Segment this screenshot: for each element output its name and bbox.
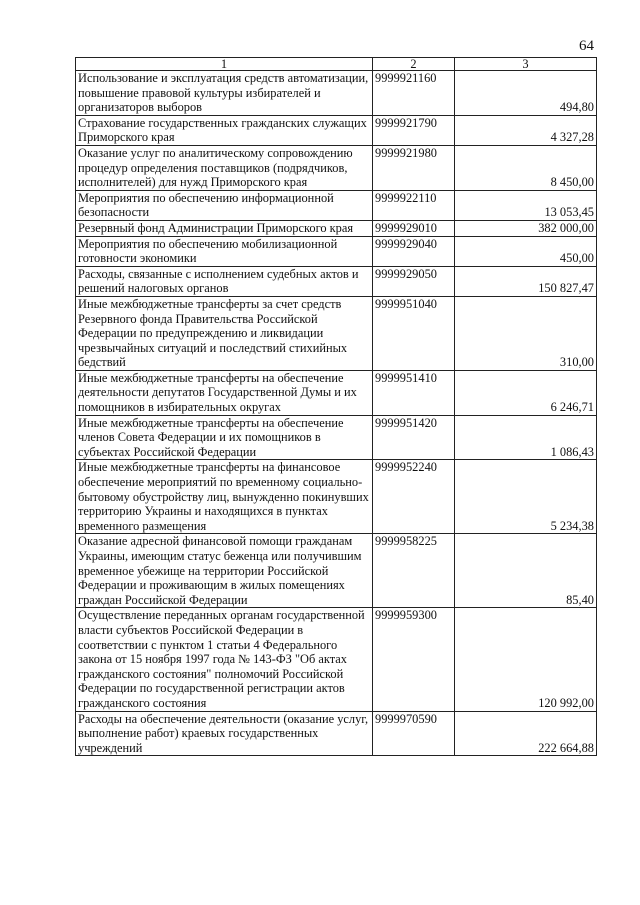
target-code-cell: 9999929040 xyxy=(373,236,455,266)
amount-cell: 494,80 xyxy=(455,71,597,116)
table-row xyxy=(76,608,597,711)
column-header: 3 xyxy=(455,58,597,71)
expense-name-cell: Иные межбюджетные трансферты за счет средств Резервного фонда Правительства Российской Федерации по предупреждению и ликвидации чрезвычайных ситуаций и последствий стихийных бедствий xyxy=(76,296,373,370)
amount-cell: 382 000,00 xyxy=(455,220,597,236)
expense-name-cell: Использование и эксплуатация средств автоматизации, повышение правовой культуры избирателей и организаторов выборов xyxy=(76,71,373,116)
table-header-row xyxy=(76,58,597,71)
amount-cell: 4 327,28 xyxy=(455,115,597,145)
amount-cell: 13 053,45 xyxy=(455,190,597,220)
table-row xyxy=(76,370,597,415)
expense-name-cell: Мероприятия по обеспечению информационной безопасности xyxy=(76,190,373,220)
target-code-cell: 9999929050 xyxy=(373,266,455,296)
expense-name-cell: Иные межбюджетные трансферты на обеспечение деятельности депутатов Государственной Думы и их помощников в избирательных округах xyxy=(76,370,373,415)
page-number: 64 xyxy=(579,38,594,54)
target-code-cell: 9999921790 xyxy=(373,115,455,145)
amount-cell: 150 827,47 xyxy=(455,266,597,296)
target-code-cell: 9999951040 xyxy=(373,296,455,370)
target-code-cell: 9999959300 xyxy=(373,608,455,711)
amount-cell: 85,40 xyxy=(455,534,597,608)
amount-cell: 8 450,00 xyxy=(455,145,597,190)
table-row xyxy=(76,296,597,370)
table-row xyxy=(76,415,597,460)
table-row xyxy=(76,534,597,608)
target-code-cell: 9999921160 xyxy=(373,71,455,116)
amount-cell: 450,00 xyxy=(455,236,597,266)
amount-cell: 120 992,00 xyxy=(455,608,597,711)
amount-cell: 6 246,71 xyxy=(455,370,597,415)
expense-name-cell: Расходы на обеспечение деятельности (оказание услуг, выполнение работ) краевых государственных учреждений xyxy=(76,711,373,756)
target-code-cell: 9999958225 xyxy=(373,534,455,608)
expense-name-cell: Иные межбюджетные трансферты на обеспечение членов Совета Федерации и их помощников в субъектах Российской Федерации xyxy=(76,415,373,460)
amount-cell: 222 664,88 xyxy=(455,711,597,756)
table-row xyxy=(76,71,597,116)
expense-name-cell: Мероприятия по обеспечению мобилизационной готовности экономики xyxy=(76,236,373,266)
target-code-cell: 9999951420 xyxy=(373,415,455,460)
table-row xyxy=(76,220,597,236)
amount-cell: 310,00 xyxy=(455,296,597,370)
table-row xyxy=(76,236,597,266)
expense-name-cell: Иные межбюджетные трансферты на финансовое обеспечение мероприятий по временному социально-бытовому обустройству лиц, вынужденно покинувших территорию Украины и находящихся в пунктах временного размещения xyxy=(76,460,373,534)
column-header: 2 xyxy=(373,58,455,71)
target-code-cell: 9999970590 xyxy=(373,711,455,756)
expense-name-cell: Резервный фонд Администрации Приморского края xyxy=(76,220,373,236)
target-code-cell: 9999929010 xyxy=(373,220,455,236)
column-header: 1 xyxy=(76,58,373,71)
expense-name-cell: Осуществление переданных органам государственной власти субъектов Российской Федерации в соответствии с пунктом 1 статьи 4 Федерального закона от 15 ноября 1997 года № 143-ФЗ "Об актах гражданского состояния" полномочий Российской Федерации по государственной регистрации актов гражданского состояния xyxy=(76,608,373,711)
target-code-cell: 9999951410 xyxy=(373,370,455,415)
table-row xyxy=(76,145,597,190)
amount-cell: 1 086,43 xyxy=(455,415,597,460)
table-row xyxy=(76,115,597,145)
table-row xyxy=(76,190,597,220)
table-row xyxy=(76,266,597,296)
expense-name-cell: Расходы, связанные с исполнением судебных актов и решений налоговых органов xyxy=(76,266,373,296)
target-code-cell: 9999921980 xyxy=(373,145,455,190)
expense-name-cell: Оказание услуг по аналитическому сопровождению процедур определения поставщиков (подрядчиков, исполнителей) для нужд Приморского края xyxy=(76,145,373,190)
table-row xyxy=(76,460,597,534)
expense-name-cell: Оказание адресной финансовой помощи гражданам Украины, имеющим статус беженца или получившим временное убежище на территории Российской Федерации и проживающим в жилых помещениях граждан Российской Федерации xyxy=(76,534,373,608)
budget-table xyxy=(75,57,597,756)
expense-name-cell: Страхование государственных гражданских служащих Приморского края xyxy=(76,115,373,145)
target-code-cell: 9999922110 xyxy=(373,190,455,220)
target-code-cell: 9999952240 xyxy=(373,460,455,534)
table-row xyxy=(76,711,597,756)
amount-cell: 5 234,38 xyxy=(455,460,597,534)
